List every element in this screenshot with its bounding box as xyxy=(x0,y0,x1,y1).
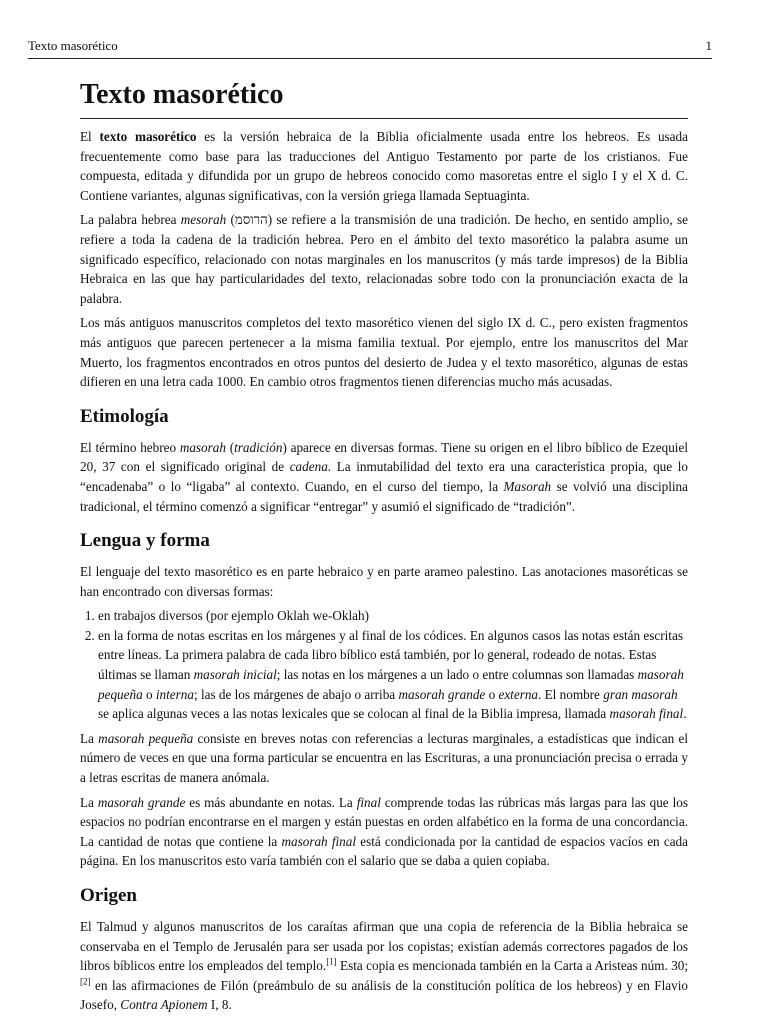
italic-term: masorah final xyxy=(609,706,684,722)
text-run: es más abundante en notas. La xyxy=(185,794,357,810)
list-item: 1. en trabajos diversos (por ejemplo Oklah we-Oklah) xyxy=(98,606,688,626)
italic-term: mesorah xyxy=(180,212,227,228)
text-run: (הרוסמ) se refiere a la transmisión de una tradición. De hecho, en sentido amplio, se refiere a toda la cadena de la tradición hebrea. Pero en el ámbito del texto masorético la palabra asume un significado específico, relacionado con notas marginales en los manuscritos (y más tarde impresos) de la Biblia Hebraica en las que hay particularidades del texto, relacionadas sobre todo con la pronunciación exacta de la palabra. xyxy=(80,212,688,306)
article-body xyxy=(80,78,688,1020)
text-run: ( xyxy=(225,439,235,455)
text-run: . La inmutabilidad del texto era una característica propia, que lo “encadenaba” o lo “ligaba” al contexto. Cuando, en el curso del tiempo, la xyxy=(80,459,688,494)
intro-paragraph-3: Los más antiguos manuscritos completos del texto masorético vienen del siglo IX d. C., pero existen fragmentos más antiguos que parecen pertenecer a la misma familia textual. Por ejemplo, entre los manuscritos del Mar Muerto, los fragmentos encontrados en otros puntos del desierto de Judea y el texto masorético, algunas de estas difieren en una letra cada 1000. En cambio otros fragmentos tienen diferencias mucho más acusadas. xyxy=(80,315,688,390)
italic-term: masorah final xyxy=(281,833,357,849)
reference-link[interactable]: [1] xyxy=(326,956,337,967)
text-run: ; las de los márgenes de abajo o arriba xyxy=(193,686,399,702)
intro-paragraph-1 xyxy=(80,127,688,205)
italic-term: interna xyxy=(155,686,194,702)
section-heading-lengua: Lengua y forma xyxy=(80,530,210,552)
italic-term: gran masorah xyxy=(603,686,678,702)
text-run: I, 8. xyxy=(207,997,232,1013)
italic-term: externa xyxy=(498,686,539,702)
running-title: Texto masorético xyxy=(28,38,118,53)
text-run: . El nombre xyxy=(538,686,604,702)
lengua-paragraph-1: El lenguaje del texto masorético es en parte hebraico y en parte arameo palestino. Las anotaciones masoréticas se han encontrado con diversas formas: xyxy=(80,564,688,599)
text-run: ; las notas en los márgenes a un lado o entre columnas son llamadas xyxy=(276,667,638,683)
section-heading-etimologia: Etimología xyxy=(80,405,169,427)
text-run: El Talmud y algunos manuscritos de los caraítas afirman que una copia de referencia de la Biblia hebraica se conservaba en el Templo de Jerusalén para ser usada por los copistas; existían además correctores pagados de los libros bíblicos entre los empleados del templo. xyxy=(80,919,688,974)
lengua-paragraph-3 xyxy=(80,793,688,871)
reference-link[interactable]: [2] xyxy=(80,976,91,987)
lengua-paragraph-2 xyxy=(80,729,688,788)
text-run: La palabra hebrea xyxy=(80,212,181,228)
forms-list xyxy=(80,606,688,724)
intro-paragraph-2 xyxy=(80,210,688,308)
text-run: La xyxy=(80,794,98,810)
text-run: El xyxy=(80,129,100,144)
italic-term: Contra Apionem xyxy=(120,997,208,1013)
text-run: o xyxy=(485,686,499,702)
text-run: ) aparece en diversas formas. Tiene su origen en el libro bíblico de Ezequiel 20, 37 con el significado original de xyxy=(80,439,688,475)
italic-term: final xyxy=(356,794,381,810)
etimologia-paragraph xyxy=(80,438,688,516)
text-run: en la forma de notas escritas en los márgenes y al final de los códices. En algunos casos las notas están escritas entre líneas. La primera palabra de cada libro bíblico está también, por lo general, rodeado de notas. Estas últimas se llaman xyxy=(98,627,683,683)
text-run: comprende todas las rúbricas más largas para las que los espacios no podrían encontrarse en el margen y están puestas en orden alfabético en la forma de una concordancia. La cantidad de notas que contiene la xyxy=(80,794,688,849)
italic-term: masorah inicial xyxy=(193,667,277,683)
page-header xyxy=(28,38,712,59)
text-run: o xyxy=(142,686,156,702)
text-run: se volvió una disciplina tradicional, el término comenzó a significar “entregar” y asumió el significado de “tradición”. xyxy=(80,478,688,514)
text-run: El término hebreo xyxy=(80,439,180,455)
text-run: Esta copia es mencionada también en la Carta a Aristeas núm. 30; xyxy=(336,958,688,974)
list-item xyxy=(98,626,688,724)
italic-term: masorah pequeña xyxy=(98,667,684,702)
italic-term: tradición xyxy=(234,439,283,455)
page-number: 1 xyxy=(705,38,712,53)
italic-term: masorah grande xyxy=(97,794,186,810)
italic-term: masorah pequeña xyxy=(98,730,194,746)
text-run: en las afirmaciones de Filón (preámbulo de su análisis de la constitución política de los hebreos) y en Flavio Josefo, xyxy=(80,977,688,1013)
text-run: se aplica algunas veces a las notas lexicales que se colocan al final de la Biblia impresa, llamada xyxy=(98,706,610,722)
text-run: es la versión hebraica de la Biblia oficialmente usada entre los hebreos. Es usada frecuentemente como base para las traducciones del Antiguo Testamento por parte de los cristianos. Fue compuesta, editada y difundida por un grupo de hebreos conocido como masoretas entre el siglo I y el X d. C. Contiene variantes, algunas significativas, con la versión griega llamada Septuaginta. xyxy=(80,129,688,203)
text-run: . xyxy=(683,706,687,722)
italic-term: masorah grande xyxy=(398,686,486,702)
bold-term: texto masorético xyxy=(99,129,197,144)
italic-term: Masorah xyxy=(503,478,552,494)
text-run: La xyxy=(80,730,99,746)
text-run: consiste en breves notas con referencias a lecturas marginales, a estadísticas que indican el número de veces en que una forma particular se encuentra en las Escrituras, a una pronunciación precisa o errada y a letras escritas de manera anómala. xyxy=(80,730,688,786)
italic-term: masorah xyxy=(179,439,226,455)
article-title: Texto masorético xyxy=(80,78,688,119)
italic-term: cadena xyxy=(289,459,328,475)
origen-paragraph xyxy=(80,917,688,1015)
section-heading-origen: Origen xyxy=(80,885,137,906)
text-run: está condicionada por la cantidad de espacios vacíos en cada página. En los manuscritos esto varía también con el salario que se daba a quien copiaba. xyxy=(80,833,689,869)
